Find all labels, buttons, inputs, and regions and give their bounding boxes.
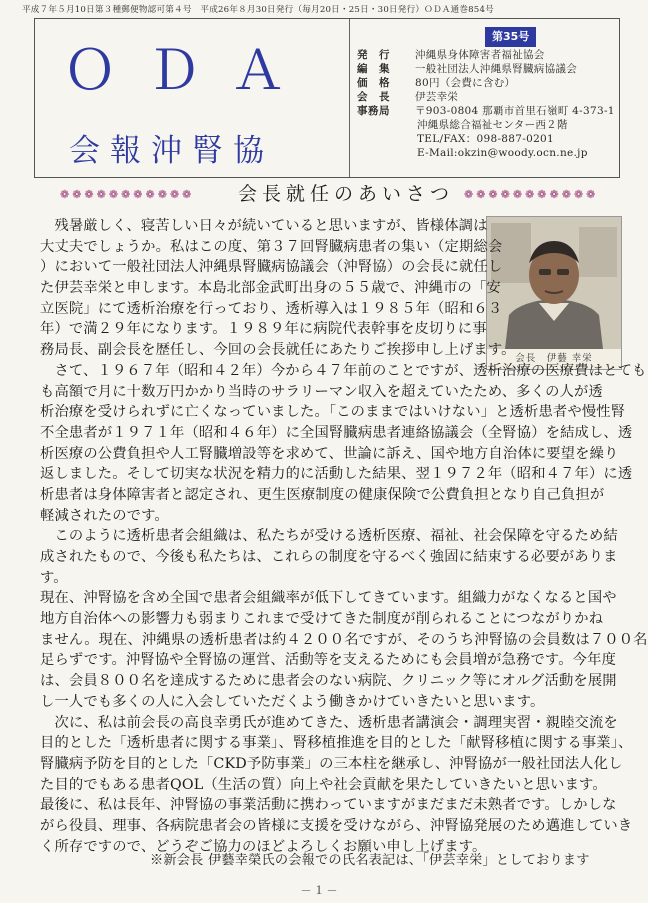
body-line: 足らずです。沖腎協や全腎協の運営、活動等を支えるためにも会員増が急務です。今年度 bbox=[40, 652, 617, 669]
info-row-chairman bbox=[357, 91, 458, 105]
body-line: は、会員８００名を達成するために患者会のない病院、クリニック等にオルグ活動を展開 bbox=[40, 673, 617, 690]
info-row-office bbox=[357, 105, 615, 119]
masthead-title-block bbox=[35, 19, 350, 177]
ornament-left: ❁❁❁❁❁❁❁❁❁❁❁ bbox=[60, 188, 195, 201]
body-line: 析患者は身体障害者と認定され、更生医療制度の健康保険で公費負担となり自己負担が bbox=[40, 486, 605, 503]
section-header bbox=[60, 183, 599, 208]
info-value: 沖縄県身体障害者福祉協会 bbox=[415, 49, 545, 61]
body-line: さて、１９６７年（昭和４２年）今から４７年前のことですが、透析治療の医療費はとても bbox=[40, 362, 647, 379]
office-building: 沖縄県総合福祉センター西２階 bbox=[417, 119, 568, 131]
body-line: 最後に、私は長年、沖腎協の事業活動に携わっていますがまだまだ未熟者です。しかしな bbox=[40, 797, 617, 814]
body-line: がら役員、理事、各病院患者会の皆様に支援を受けながら、沖腎協発展のため邁進していき bbox=[40, 817, 633, 834]
body-line: ません。現在、沖縄県の透析患者は約４２００名ですが、そのうち沖腎協の会員数は７００名 bbox=[40, 631, 648, 648]
body-line: 年）で満２９年になります。１９８９年に病院代表幹事を皮切りに事 bbox=[40, 321, 487, 338]
info-label: 会 長 bbox=[357, 91, 390, 103]
info-label: 編 集 bbox=[357, 63, 390, 75]
info-value: 80円（会費に含む） bbox=[415, 77, 516, 89]
issue-number-badge: 第35号 bbox=[485, 27, 536, 47]
body-line: 地方自治体への影響力も弱まりこれまで受けてきた制度が削られることにつながりかね bbox=[40, 611, 604, 628]
body-line: す。 bbox=[40, 569, 68, 586]
info-row-publisher bbox=[357, 49, 545, 63]
ornament-right: ❁❁❁❁❁❁❁❁❁❁❁ bbox=[464, 188, 599, 201]
body-line: た目的でもある患者QOL（生活の質）向上や社会貢献を果たしていきたいと思います。 bbox=[40, 776, 607, 793]
body-line: 析治療を受けられずに亡くなっていました。「このままではいけない」と透析患者や慢性腎 bbox=[40, 404, 626, 421]
body-line: 大丈夫でしょうか。私はこの度、第３７回腎臓病患者の集い（定期総会 bbox=[40, 238, 503, 255]
info-value: 一般社団法人沖縄県腎臓病協議会 bbox=[415, 63, 577, 75]
article-title: 会長就任のあいさつ bbox=[237, 183, 454, 205]
article-body bbox=[40, 216, 648, 857]
body-line: 務局長、副会長を歴任し、今回の会長就任にあたりご挨拶申し上げます。 bbox=[40, 342, 516, 359]
body-line: 不全患者が１９７１年（昭和４６年）に全国腎臓病患者連絡協議会（全腎協）を結成し、透 bbox=[40, 424, 633, 441]
body-line: ）において一般社団法人沖縄県腎臓病協議会（沖腎協）の会長に就任し bbox=[40, 259, 503, 276]
office-email[interactable]: E-Mail:okzin@woody.ocn.ne.jp bbox=[417, 147, 588, 159]
body-line: 次に、私は前会長の高良幸勇氏が進めてきた、透析患者講演会・調理実習・親睦交流を bbox=[40, 714, 618, 731]
info-row-editor bbox=[357, 63, 577, 77]
body-line: 軽減されたのです。 bbox=[40, 507, 169, 524]
body-line: 残暑厳しく、寝苦しい日々が続いていると思いますが、皆様体調は bbox=[40, 218, 488, 234]
name-notation-note: ※新会長 伊藝幸榮氏の会報での氏名表記は、「伊芸幸栄」としております bbox=[150, 853, 590, 868]
body-line: 立医院」にて透析治療を行っており、透析導入は１９８５年（昭和６３ bbox=[40, 300, 503, 317]
office-phone: TEL/FAX：098-887-0201 bbox=[417, 133, 555, 145]
page-number: －１－ bbox=[300, 884, 340, 897]
body-line: 成されたもので、今後も私たちは、これらの制度を守るべく強固に結束する必要がありま bbox=[40, 549, 618, 565]
body-line: このように透析患者会組織は、私たちが受ける透析医療、福祉、社会保障を守るため結 bbox=[40, 528, 618, 545]
masthead bbox=[34, 18, 620, 178]
info-row-price bbox=[357, 77, 515, 91]
body-line: 目的とした「透析患者に関する事業」、腎移植推進を目的とした「献腎移植に関する事業」、 bbox=[40, 735, 633, 752]
body-line: 現在、沖腎協を含め全国で患者会組織率が低下してきています。組織力がなくなると国や bbox=[40, 590, 617, 607]
info-label: 発 行 bbox=[357, 49, 390, 61]
body-line: た伊芸幸栄と申します。本島北部金武町出身の５５歳で、沖縄市の「安 bbox=[40, 280, 501, 297]
body-line: も高額で月に十数万円かかり当時のサラリーマン収入を超えていたため、多くの人が透 bbox=[40, 383, 603, 400]
newsletter-title: ＯＤＡ bbox=[63, 39, 315, 102]
postal-header-line: 平成７年５月10日第３種郵便物認可第４号 平成26年８月30日発行（毎月20日・25日・30日発行）ＯＤＡ通巻854号 bbox=[22, 5, 494, 15]
newsletter-subtitle: 会報沖腎協 bbox=[69, 133, 274, 169]
info-label: 価 格 bbox=[357, 77, 390, 89]
info-value: 〒903-0804 那覇市首里石嶺町 4-373-1 bbox=[415, 105, 615, 117]
info-value: 伊芸幸栄 bbox=[415, 91, 459, 103]
body-line: く所存ですので、どうぞご協力のほどよろしくお願い申し上げます。 bbox=[40, 838, 487, 855]
photo-caption: 会長 伊藝 幸栄 bbox=[487, 349, 621, 369]
body-line: 返しました。そして切実な状況を精力的に活動した結果、翌１９７２年（昭和４７年）に透 bbox=[40, 466, 633, 483]
body-line: 腎臓病予防を目的とした「CKD予防事業」の三本柱を継承し、沖腎協が一般社団法人化し bbox=[40, 755, 623, 772]
info-label: 事務局 bbox=[357, 105, 390, 117]
body-line: し一人でも多くの人に入会していただくよう働きかけていきたいと思います。 bbox=[40, 693, 545, 710]
publication-info bbox=[357, 19, 617, 177]
body-line: 析医療の公費負担や人工腎臓増設等を求めて、世論に訴え、国や地方自治体に要望を繰り bbox=[40, 445, 619, 462]
